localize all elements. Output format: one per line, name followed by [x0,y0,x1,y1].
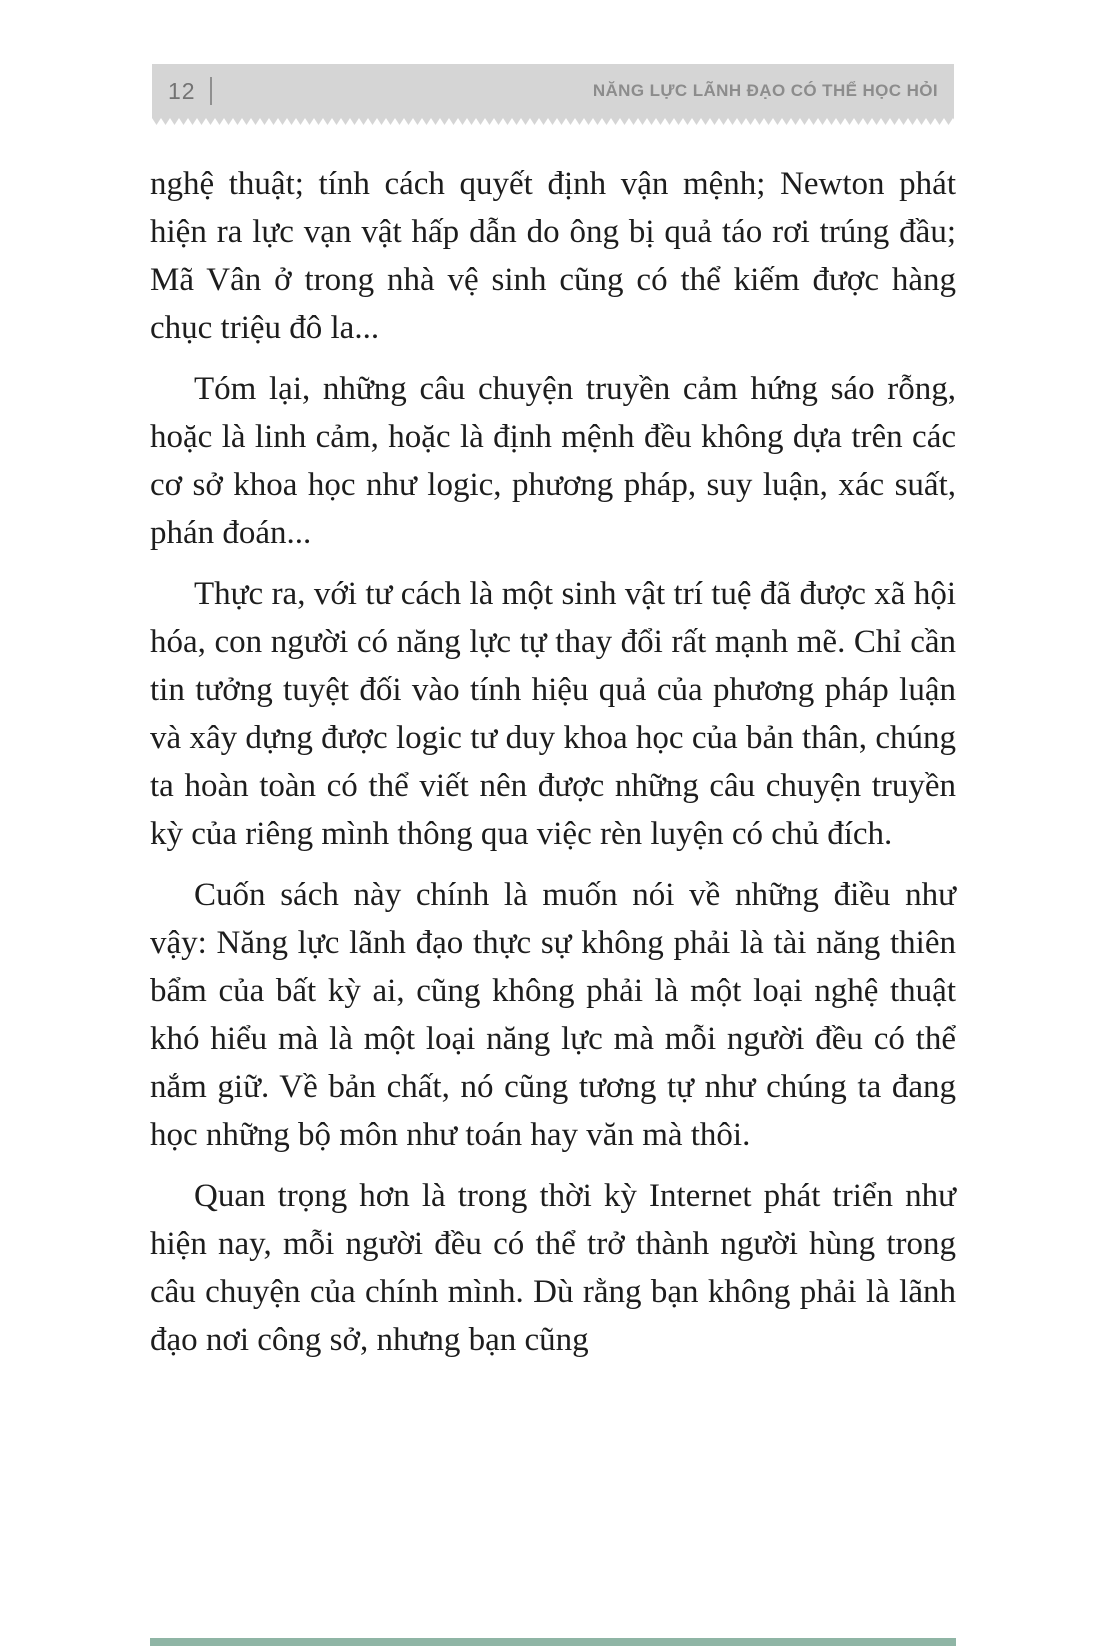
paragraph: Thực ra, với tư cách là một sinh vật trí tuệ đã được xã hội hóa, con người có năng lực tự thay đổi rất mạnh mẽ. Chỉ cần tin tưởng tuyệt đối vào tính hiệu quả của phương pháp luận và xây dựng được logic tư duy khoa học của bản thân, chúng ta hoàn toàn có thể viết nên được những câu chuyện truyền kỳ của riêng mình thông qua việc rèn luyện có chủ đích. [150,576,956,852]
running-header [152,64,954,118]
page-bottom-accent [150,1638,956,1646]
paragraph: Quan trọng hơn là trong thời kỳ Internet phát triển như hiện nay, mỗi người đều có thể trở thành người hùng trong câu chuyện của chính mình. Dù rằng bạn không phải là lãnh đạo nơi công sở, nhưng bạn cũng [150,1178,956,1358]
paragraph: Cuốn sách này chính là muốn nói về những điều như vậy: Năng lực lãnh đạo thực sự không phải là tài năng thiên bẩm của bất kỳ ai, cũng không phải là một loại nghệ thuật khó hiểu mà là một loại năng lực mà mỗi người đều có thể nắm giữ. Về bản chất, nó cũng tương tự như chúng ta đang học những bộ môn như toán hay văn mà thôi. [150,877,956,1153]
body-text-block [150,160,956,1377]
paragraph: nghệ thuật; tính cách quyết định vận mệnh; Newton phát hiện ra lực vạn vật hấp dẫn do ông bị quả táo rơi trúng đầu; Mã Vân ở trong nhà vệ sinh cũng có thể kiếm được hàng chục triệu đô la... [150,166,956,346]
perforated-edge [152,118,954,125]
paragraph: Tóm lại, những câu chuyện truyền cảm hứng sáo rỗng, hoặc là linh cảm, hoặc là định mệnh đều không dựa trên các cơ sở khoa học như logic, phương pháp, suy luận, xác suất, phán đoán... [150,371,956,551]
header-divider [210,77,212,105]
page-number: 12 [168,77,196,104]
header-left [168,77,212,105]
running-title: NĂNG LỰC LÃNH ĐẠO CÓ THỂ HỌC HỎI [592,81,938,100]
